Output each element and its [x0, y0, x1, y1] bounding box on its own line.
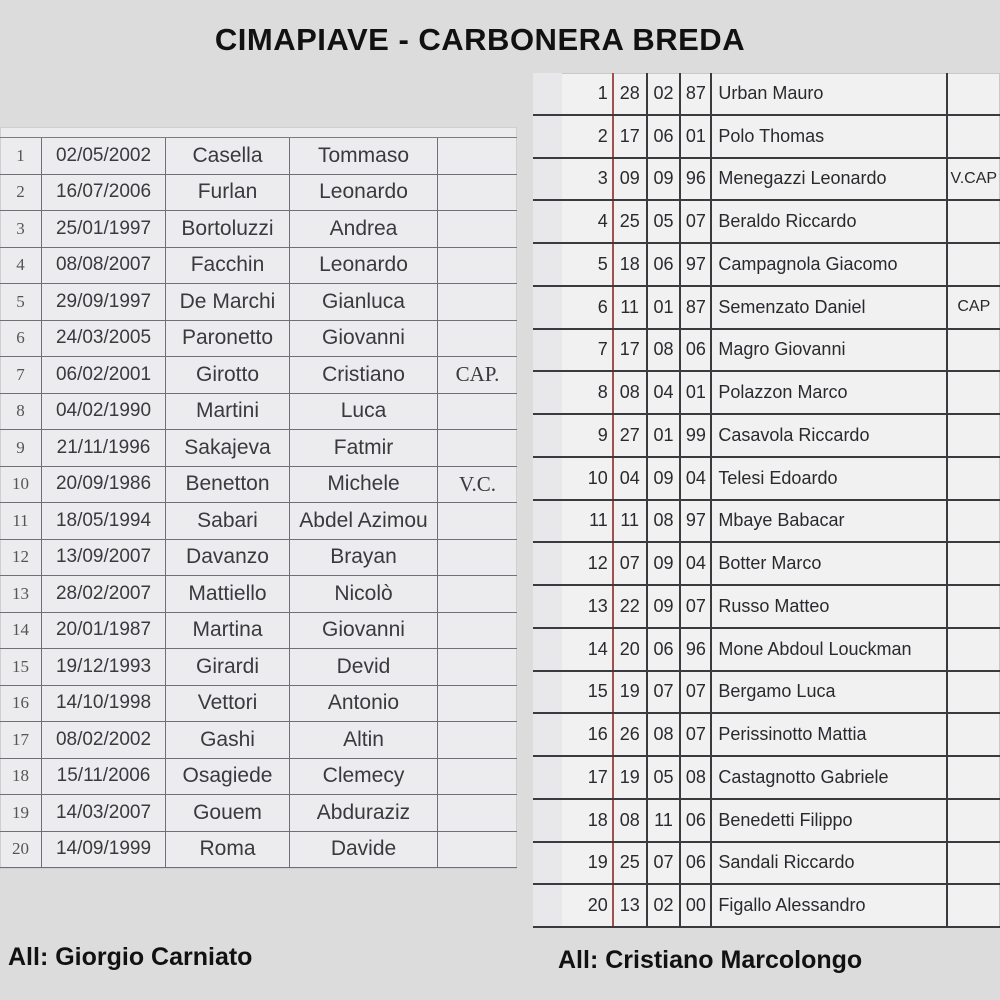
table-row	[0, 430, 517, 467]
birth-date: 15/11/2006	[42, 759, 166, 795]
player-number: 4	[0, 248, 42, 284]
table-row	[0, 649, 517, 686]
role-badge	[948, 415, 1000, 456]
birth-date: 20/01/1987	[42, 613, 166, 649]
first-name: Andrea	[290, 211, 438, 247]
left-coach-label: All: Giorgio Carniato	[8, 943, 253, 971]
player-name: Casavola Riccardo	[712, 415, 947, 456]
birth-month: 11	[648, 800, 682, 841]
last-name: Gashi	[166, 722, 290, 758]
sheet-margin	[533, 543, 562, 584]
player-number: 19	[0, 795, 42, 831]
birth-year: 87	[681, 73, 712, 114]
sheet-margin	[533, 244, 562, 285]
table-row	[533, 885, 1000, 928]
birth-month: 08	[648, 714, 682, 755]
birth-month: 05	[648, 757, 682, 798]
player-number: 10	[0, 467, 42, 503]
player-number: 8	[562, 372, 614, 413]
role-badge	[438, 394, 517, 430]
birth-year: 87	[681, 287, 712, 328]
player-name: Campagnola Giacomo	[712, 244, 947, 285]
birth-month: 06	[648, 629, 682, 670]
birth-year: 06	[681, 330, 712, 371]
last-name: Sabari	[166, 503, 290, 539]
role-badge	[948, 116, 1000, 157]
player-number: 2	[0, 175, 42, 211]
table-row	[533, 672, 1000, 715]
sheet-margin	[533, 73, 562, 114]
birth-date: 06/02/2001	[42, 357, 166, 393]
birth-day: 20	[614, 629, 648, 670]
birth-month: 05	[648, 201, 682, 242]
first-name: Antonio	[290, 686, 438, 722]
sheet-margin	[533, 586, 562, 627]
birth-date: 02/05/2002	[42, 138, 166, 174]
first-name: Devid	[290, 649, 438, 685]
sheet-margin	[533, 843, 562, 884]
player-number: 12	[562, 543, 614, 584]
player-number: 14	[562, 629, 614, 670]
birth-date: 25/01/1997	[42, 211, 166, 247]
birth-month: 09	[648, 159, 682, 200]
birth-date: 08/02/2002	[42, 722, 166, 758]
first-name: Giovanni	[290, 613, 438, 649]
page-title: CIMAPIAVE - CARBONERA BREDA	[214, 22, 746, 57]
role-badge	[948, 800, 1000, 841]
player-number: 2	[562, 116, 614, 157]
table-row	[533, 714, 1000, 757]
player-number: 18	[562, 800, 614, 841]
sheet-margin	[533, 201, 562, 242]
birth-year: 01	[681, 372, 712, 413]
player-name: Botter Marco	[712, 543, 947, 584]
role-badge	[438, 649, 517, 685]
birth-day: 17	[614, 116, 648, 157]
birth-date: 04/02/1990	[42, 394, 166, 430]
player-number: 9	[0, 430, 42, 466]
birth-month: 07	[648, 843, 682, 884]
player-number: 10	[562, 458, 614, 499]
first-name: Fatmir	[290, 430, 438, 466]
table-row	[0, 248, 517, 285]
birth-date: 24/03/2005	[42, 321, 166, 357]
role-badge	[438, 503, 517, 539]
first-name: Abdel Azimou	[290, 503, 438, 539]
role-badge: CAP	[957, 298, 991, 316]
role-badge	[948, 629, 1000, 670]
birth-day: 13	[614, 885, 648, 926]
birth-day: 04	[614, 458, 648, 499]
player-number: 1	[562, 73, 614, 114]
first-name: Cristiano	[290, 357, 438, 393]
sheet-margin	[533, 458, 562, 499]
table-row	[533, 330, 1000, 373]
table-row	[0, 467, 517, 504]
player-name: Polazzon Marco	[712, 372, 947, 413]
last-name: Facchin	[166, 248, 290, 284]
player-number: 3	[0, 211, 42, 247]
role-badge	[438, 795, 517, 831]
player-name: Mbaye Babacar	[712, 501, 947, 542]
right-roster-table	[533, 73, 1000, 928]
birth-year: 07	[681, 714, 712, 755]
birth-year: 04	[681, 458, 712, 499]
birth-month: 02	[648, 73, 682, 114]
birth-year: 97	[681, 244, 712, 285]
player-number: 14	[0, 613, 42, 649]
player-name: Mone Abdoul Louckman	[712, 629, 947, 670]
table-row	[0, 686, 517, 723]
player-number: 3	[562, 159, 614, 200]
table-row	[533, 159, 1000, 202]
sheet-margin	[533, 415, 562, 456]
role-badge	[948, 843, 1000, 884]
birth-day: 19	[614, 672, 648, 713]
table-row	[533, 543, 1000, 586]
role-badge	[948, 330, 1000, 371]
player-name: Perissinotto Mattia	[712, 714, 947, 755]
sheet-margin	[533, 330, 562, 371]
player-number: 8	[0, 394, 42, 430]
birth-date: 29/09/1997	[42, 284, 166, 320]
birth-day: 08	[614, 800, 648, 841]
birth-date: 21/11/1996	[42, 430, 166, 466]
birth-year: 06	[681, 843, 712, 884]
birth-month: 09	[648, 458, 682, 499]
birth-month: 09	[648, 543, 682, 584]
table-row	[0, 138, 517, 175]
birth-year: 08	[681, 757, 712, 798]
birth-month: 02	[648, 885, 682, 926]
role-badge	[948, 586, 1000, 627]
first-name: Altin	[290, 722, 438, 758]
player-number: 16	[562, 714, 614, 755]
first-name: Clemecy	[290, 759, 438, 795]
birth-day: 09	[614, 159, 648, 200]
player-number: 6	[0, 321, 42, 357]
player-name: Benedetti Filippo	[712, 800, 947, 841]
player-number: 9	[562, 415, 614, 456]
birth-month: 07	[648, 672, 682, 713]
table-row	[0, 503, 517, 540]
table-row	[0, 175, 517, 212]
player-number: 13	[562, 586, 614, 627]
player-name: Semenzato Daniel	[712, 287, 947, 328]
role-badge	[438, 832, 517, 868]
role-badge	[948, 543, 1000, 584]
player-name: Bergamo Luca	[712, 672, 947, 713]
player-number: 12	[0, 540, 42, 576]
birth-date: 18/05/1994	[42, 503, 166, 539]
birth-month: 04	[648, 372, 682, 413]
player-number: 19	[562, 843, 614, 884]
right-coach-label: All: Cristiano Marcolongo	[558, 946, 863, 974]
first-name: Gianluca	[290, 284, 438, 320]
birth-year: 97	[681, 501, 712, 542]
player-name: Urban Mauro	[712, 73, 947, 114]
last-name: Sakajeva	[166, 430, 290, 466]
role-badge	[948, 714, 1000, 755]
sheet-margin	[533, 800, 562, 841]
last-name: Osagiede	[166, 759, 290, 795]
last-name: Vettori	[166, 686, 290, 722]
birth-day: 11	[614, 287, 648, 328]
birth-date: 14/03/2007	[42, 795, 166, 831]
birth-date: 28/02/2007	[42, 576, 166, 612]
birth-day: 18	[614, 244, 648, 285]
player-number: 6	[562, 287, 614, 328]
player-number: 7	[0, 357, 42, 393]
role-badge	[948, 672, 1000, 713]
last-name: Girotto	[166, 357, 290, 393]
sheet-margin	[533, 757, 562, 798]
role-badge: CAP.	[455, 362, 500, 387]
role-badge	[438, 576, 517, 612]
role-badge	[438, 722, 517, 758]
table-row	[533, 501, 1000, 544]
last-name: Bortoluzzi	[166, 211, 290, 247]
table-row	[533, 73, 1000, 116]
last-name: Martina	[166, 613, 290, 649]
sheet-margin	[533, 885, 562, 926]
first-name: Davide	[290, 832, 438, 868]
role-badge	[438, 211, 517, 247]
last-name: Benetton	[166, 467, 290, 503]
birth-year: 07	[681, 586, 712, 627]
player-number: 17	[562, 757, 614, 798]
player-number: 20	[0, 832, 42, 868]
birth-day: 25	[614, 201, 648, 242]
first-name: Leonardo	[290, 248, 438, 284]
player-number: 16	[0, 686, 42, 722]
table-row	[0, 576, 517, 613]
role-badge: V.C.	[459, 471, 496, 496]
player-number: 5	[0, 284, 42, 320]
birth-date: 14/10/1998	[42, 686, 166, 722]
table-row	[533, 287, 1000, 330]
birth-day: 26	[614, 714, 648, 755]
birth-year: 06	[681, 800, 712, 841]
birth-date: 16/07/2006	[42, 175, 166, 211]
player-number: 1	[0, 138, 42, 174]
table-row	[0, 284, 517, 321]
table-row	[0, 613, 517, 650]
birth-day: 25	[614, 843, 648, 884]
player-number: 17	[0, 722, 42, 758]
birth-month: 01	[648, 415, 682, 456]
role-badge	[438, 321, 517, 357]
sheet-margin	[533, 116, 562, 157]
first-name: Leonardo	[290, 175, 438, 211]
sheet-margin	[533, 501, 562, 542]
table-row	[0, 321, 517, 358]
last-name: De Marchi	[166, 284, 290, 320]
player-name: Polo Thomas	[712, 116, 947, 157]
player-name: Menegazzi Leonardo	[712, 159, 947, 200]
birth-day: 17	[614, 330, 648, 371]
birth-year: 96	[681, 159, 712, 200]
table-row	[533, 757, 1000, 800]
table-row	[533, 372, 1000, 415]
player-name: Figallo Alessandro	[712, 885, 947, 926]
role-badge	[948, 458, 1000, 499]
birth-year: 00	[681, 885, 712, 926]
birth-month: 06	[648, 116, 682, 157]
player-number: 4	[562, 201, 614, 242]
player-number: 18	[0, 759, 42, 795]
table-row	[533, 629, 1000, 672]
birth-month: 09	[648, 586, 682, 627]
birth-month: 08	[648, 330, 682, 371]
table-row	[0, 394, 517, 431]
player-number: 15	[562, 672, 614, 713]
player-name: Magro Giovanni	[712, 330, 947, 371]
first-name: Giovanni	[290, 321, 438, 357]
table-row	[533, 843, 1000, 886]
role-badge	[948, 201, 1000, 242]
table-row	[533, 800, 1000, 843]
sheet-margin	[533, 287, 562, 328]
player-name: Sandali Riccardo	[712, 843, 947, 884]
first-name: Tommaso	[290, 138, 438, 174]
birth-day: 11	[614, 501, 648, 542]
birth-year: 07	[681, 672, 712, 713]
last-name: Paronetto	[166, 321, 290, 357]
left-sheet-header-edge	[0, 127, 517, 138]
player-number: 13	[0, 576, 42, 612]
role-badge	[948, 244, 1000, 285]
last-name: Martini	[166, 394, 290, 430]
player-number: 5	[562, 244, 614, 285]
sheet-margin	[533, 159, 562, 200]
role-badge	[948, 372, 1000, 413]
role-badge	[948, 73, 1000, 114]
birth-year: 04	[681, 543, 712, 584]
birth-day: 08	[614, 372, 648, 413]
table-row	[533, 116, 1000, 159]
last-name: Roma	[166, 832, 290, 868]
last-name: Davanzo	[166, 540, 290, 576]
role-badge	[948, 501, 1000, 542]
table-row	[0, 759, 517, 796]
birth-date: 08/08/2007	[42, 248, 166, 284]
role-badge: V.CAP	[950, 169, 998, 187]
birth-date: 13/09/2007	[42, 540, 166, 576]
role-badge	[438, 613, 517, 649]
first-name: Michele	[290, 467, 438, 503]
birth-day: 22	[614, 586, 648, 627]
role-badge	[438, 248, 517, 284]
last-name: Gouem	[166, 795, 290, 831]
birth-month: 01	[648, 287, 682, 328]
sheet-margin	[533, 714, 562, 755]
role-badge	[948, 757, 1000, 798]
sheet-margin	[533, 372, 562, 413]
birth-day: 19	[614, 757, 648, 798]
table-row	[533, 458, 1000, 501]
role-badge	[438, 540, 517, 576]
birth-date: 14/09/1999	[42, 832, 166, 868]
first-name: Luca	[290, 394, 438, 430]
table-row	[0, 211, 517, 248]
left-team-sheet	[0, 127, 517, 869]
role-badge	[948, 885, 1000, 926]
sheet-margin	[533, 629, 562, 670]
birth-month: 06	[648, 244, 682, 285]
birth-year: 01	[681, 116, 712, 157]
birth-date: 19/12/1993	[42, 649, 166, 685]
table-row	[533, 415, 1000, 458]
first-name: Brayan	[290, 540, 438, 576]
table-row	[533, 201, 1000, 244]
last-name: Furlan	[166, 175, 290, 211]
role-badge	[438, 759, 517, 795]
last-name: Mattiello	[166, 576, 290, 612]
role-badge	[438, 686, 517, 722]
birth-year: 07	[681, 201, 712, 242]
player-number: 20	[562, 885, 614, 926]
right-team-sheet	[533, 73, 1000, 928]
player-name: Beraldo Riccardo	[712, 201, 947, 242]
table-row	[0, 357, 517, 394]
birth-day: 27	[614, 415, 648, 456]
role-badge	[438, 430, 517, 466]
role-badge	[438, 175, 517, 211]
first-name: Nicolò	[290, 576, 438, 612]
sheet-margin	[533, 672, 562, 713]
role-badge	[438, 138, 517, 174]
table-row	[0, 832, 517, 869]
player-name: Castagnotto Gabriele	[712, 757, 947, 798]
table-row	[0, 540, 517, 577]
birth-year: 96	[681, 629, 712, 670]
last-name: Casella	[166, 138, 290, 174]
last-name: Girardi	[166, 649, 290, 685]
birth-year: 99	[681, 415, 712, 456]
table-row	[0, 795, 517, 832]
table-row	[0, 722, 517, 759]
birth-date: 20/09/1986	[42, 467, 166, 503]
table-row	[533, 244, 1000, 287]
player-number: 15	[0, 649, 42, 685]
role-badge	[438, 284, 517, 320]
player-number: 7	[562, 330, 614, 371]
first-name: Abduraziz	[290, 795, 438, 831]
player-name: Telesi Edoardo	[712, 458, 947, 499]
birth-day: 07	[614, 543, 648, 584]
left-roster-table	[0, 138, 517, 868]
table-row	[533, 586, 1000, 629]
player-number: 11	[562, 501, 614, 542]
player-number: 11	[0, 503, 42, 539]
birth-day: 28	[614, 73, 648, 114]
player-name: Russo Matteo	[712, 586, 947, 627]
birth-month: 08	[648, 501, 682, 542]
